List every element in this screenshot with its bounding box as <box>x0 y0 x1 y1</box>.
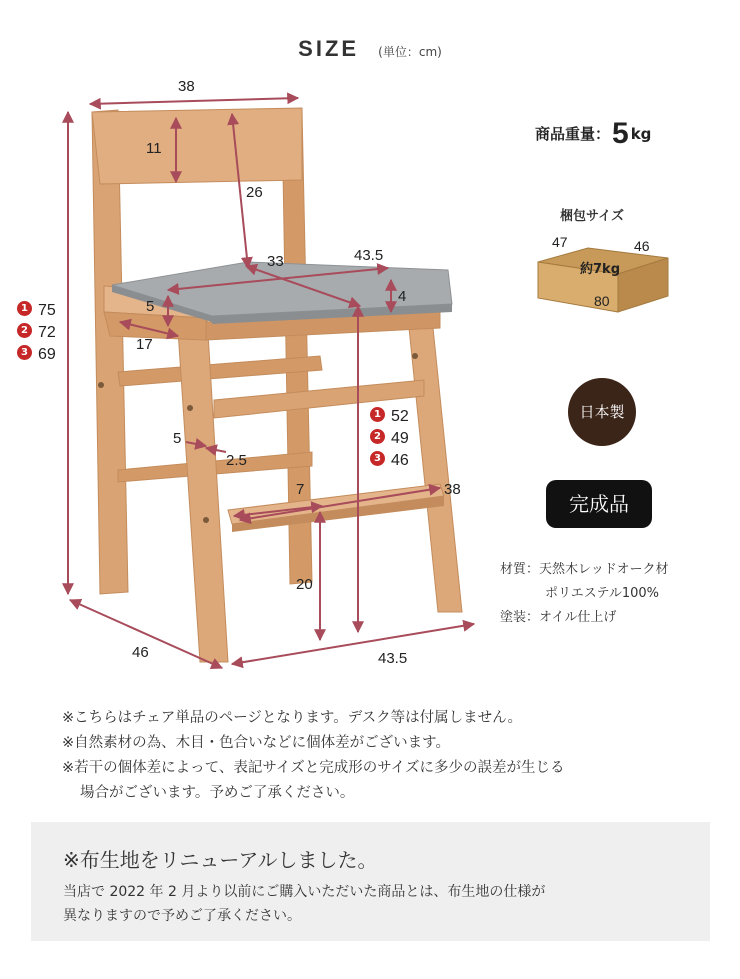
package-dim-width: 46 <box>634 238 650 254</box>
renewal-line: 当店で 2022 年 2 月より以前にご購入いただいた商品とは、布生地の仕様が <box>63 884 546 900</box>
material-row <box>500 558 669 577</box>
package-title: 梱包サイズ <box>560 209 624 224</box>
note-line: ※若干の個体差によって、表記サイズと完成形のサイズに多少の誤差が生じる <box>62 760 565 776</box>
package-weight: 約7kg <box>580 262 620 277</box>
product-weight <box>535 117 651 151</box>
renewal-body <box>63 880 545 928</box>
number-badge: 3 <box>370 451 385 466</box>
seat-height-3: 3 46 <box>370 450 409 472</box>
note-line: ※自然素材の為、木目・色合いなどに個体差がございます。 <box>62 735 450 751</box>
material-label: 材質： <box>500 562 540 577</box>
total-height-3: 3 69 <box>17 344 56 366</box>
dim-armrest-length: 17 <box>136 336 153 353</box>
dim-base-width: 43.5 <box>378 650 408 667</box>
total-height-2: 2 72 <box>17 322 56 344</box>
package-dim-depth: 47 <box>552 234 568 250</box>
number-badge: 1 <box>17 301 32 316</box>
note-line: ※こちらはチェア単品のページとなります。デスク等は付属しません。 <box>62 710 523 726</box>
dim-seat-width: 43.5 <box>354 247 384 264</box>
dim-footrest-width: 38 <box>444 481 461 498</box>
renewal-heading: ※布生地をリニューアルしました。 <box>63 848 378 872</box>
total-height-list <box>17 300 56 366</box>
note-line: 場合がございます。予めご了承ください。 <box>80 785 355 801</box>
dim-rail-thickness: 2.5 <box>226 452 247 469</box>
seat-height-1: 1 52 <box>370 406 409 428</box>
material-line-1: 天然木レッドオーク材 <box>539 562 669 577</box>
dim-top-width: 38 <box>178 78 195 95</box>
weight-value: 5 <box>612 117 629 150</box>
dim-back-to-seat: 26 <box>246 184 263 201</box>
number-badge: 3 <box>17 345 32 360</box>
weight-label: 商品重量： <box>535 125 611 143</box>
renewal-notice <box>31 822 710 941</box>
dim-seat-depth: 33 <box>267 253 284 270</box>
notes <box>62 706 565 806</box>
dim-seat-thickness: 4 <box>398 288 407 305</box>
dim-base-depth: 46 <box>132 644 149 661</box>
weight-unit: kg <box>630 125 652 143</box>
package-dim-height: 80 <box>594 293 610 309</box>
chair-wood <box>92 108 462 662</box>
number-badge: 2 <box>17 323 32 338</box>
seat-height-list <box>370 406 409 472</box>
dim-back-height: 11 <box>146 140 162 157</box>
renewal-line: 異なりますので予めご了承ください。 <box>63 908 301 924</box>
material-line-2: ポリエステル100% <box>545 586 659 601</box>
total-height-1: 1 75 <box>17 300 56 322</box>
assembled-badge: 完成品 <box>546 480 652 528</box>
number-badge: 2 <box>370 429 385 444</box>
finish-label: 塗装： <box>500 610 540 625</box>
seat-height-2: 2 49 <box>370 428 409 450</box>
unit-text: (単位：cm) <box>378 45 442 59</box>
made-in-japan-badge: 日本製 <box>568 378 636 446</box>
dim-footrest-depth: 7 <box>296 481 305 498</box>
finish-value: オイル仕上げ <box>539 610 617 625</box>
dim-armrest-height: 5 <box>146 298 155 315</box>
dim-footrest-height: 20 <box>296 576 313 593</box>
title-text: SIZE <box>298 36 360 61</box>
dim-rail-gap: 5 <box>173 430 182 447</box>
finish-row <box>500 606 616 625</box>
number-badge: 1 <box>370 407 385 422</box>
